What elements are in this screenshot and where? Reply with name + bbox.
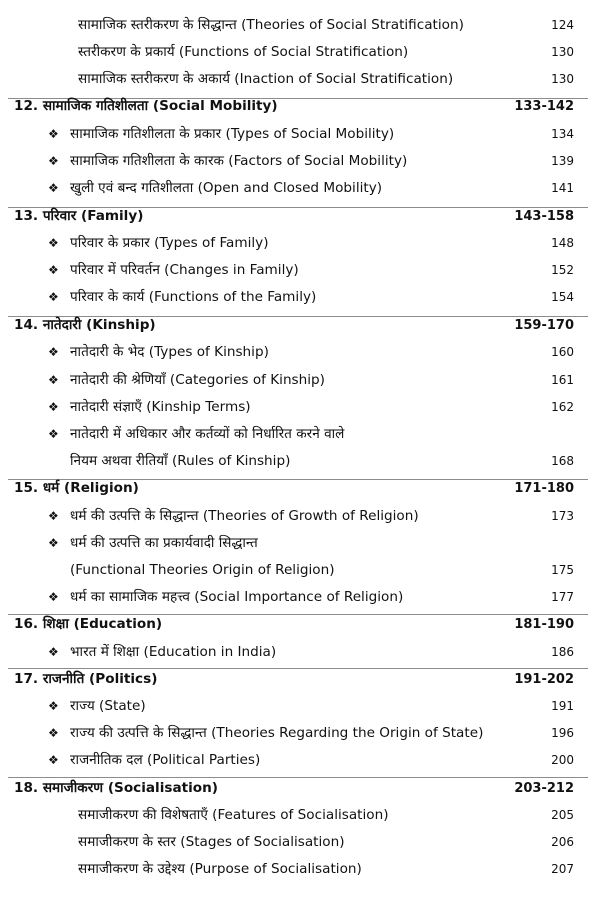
toc-entry-stratification-functions[interactable]: स्तरीकरण के प्रकार्य (Functions of Social Stratification) 130 bbox=[78, 44, 574, 60]
toc-entry-open-closed-mobility[interactable]: ❖ खुली एवं बन्द गतिशीलता (Open and Closed Mobility) 141 bbox=[0, 175, 600, 202]
toc-entry-kinship-rules-cont[interactable]: नियम अथवा रीतियाँ (Rules of Kinship) 168 bbox=[70, 453, 574, 469]
bullet-icon: ❖ bbox=[48, 127, 59, 141]
bullet-icon: ❖ bbox=[48, 699, 59, 713]
toc-entry-religion-functional[interactable]: ❖ धर्म की उत्पत्ति का प्रकार्यवादी सिद्धान्त bbox=[0, 530, 600, 557]
toc-entry-family-changes[interactable]: ❖ परिवार में परिवर्तन (Changes in Family) 152 bbox=[0, 257, 600, 284]
toc-entry-mobility-types[interactable]: ❖ सामाजिक गतिशीलता के प्रकार (Types of Social Mobility) 134 bbox=[0, 121, 600, 148]
bullet-icon: ❖ bbox=[48, 373, 59, 387]
chapter-14-heading[interactable]: 14. नातेदारी (Kinship) 159-170 bbox=[14, 317, 574, 333]
bullet-icon: ❖ bbox=[48, 536, 59, 550]
toc-entry-socialisation-stages[interactable]: समाजीकरण के स्तर (Stages of Socialisation) 206 bbox=[78, 834, 574, 850]
bullet-icon: ❖ bbox=[48, 154, 59, 168]
toc-entry-socialisation-purpose[interactable]: समाजीकरण के उद्देश्य (Purpose of Socialisation) 207 bbox=[78, 861, 574, 877]
toc-entry-state[interactable]: ❖ राज्य (State) 191 bbox=[0, 693, 600, 720]
chapter-16-heading[interactable]: 16. शिक्षा (Education) 181-190 bbox=[14, 616, 574, 632]
bullet-icon: ❖ bbox=[48, 400, 59, 414]
bullet-icon: ❖ bbox=[48, 181, 59, 195]
bullet-icon: ❖ bbox=[48, 645, 59, 659]
toc-entry-stratification-inaction[interactable]: सामाजिक स्तरीकरण के अकार्य (Inaction of Social Stratification) 130 bbox=[78, 71, 574, 87]
toc-entry-state-origin[interactable]: ❖ राज्य की उत्पत्ति के सिद्धान्त (Theories Regarding the Origin of State) 196 bbox=[0, 720, 600, 747]
toc-entry-stratification-theories[interactable]: सामाजिक स्तरीकरण के सिद्धान्त (Theories of Social Stratification) 124 bbox=[78, 17, 574, 33]
bullet-icon: ❖ bbox=[48, 236, 59, 250]
chapter-13-heading[interactable]: 13. परिवार (Family) 143-158 bbox=[14, 208, 574, 224]
toc-entry-kinship-rules[interactable]: ❖ नातेदारी में अधिकार और कर्तव्यों को निर्धारित करने वाले bbox=[0, 421, 600, 448]
chapter-18-heading[interactable]: 18. समाजीकरण (Socialisation) 203-212 bbox=[14, 780, 574, 796]
bullet-icon: ❖ bbox=[48, 345, 59, 359]
bullet-icon: ❖ bbox=[48, 590, 59, 604]
bullet-icon: ❖ bbox=[48, 726, 59, 740]
chapter-15-heading[interactable]: 15. धर्म (Religion) 171-180 bbox=[14, 480, 574, 496]
chapter-17-heading[interactable]: 17. राजनीति (Politics) 191-202 bbox=[14, 671, 574, 687]
bullet-icon: ❖ bbox=[48, 509, 59, 523]
toc-entry-socialisation-features[interactable]: समाजीकरण की विशेषताएँ (Features of Socialisation) 205 bbox=[78, 807, 574, 823]
bullet-icon: ❖ bbox=[48, 263, 59, 277]
toc-entry-kinship-categories[interactable]: ❖ नातेदारी की श्रेणियाँ (Categories of Kinship) 161 bbox=[0, 367, 600, 394]
chapter-12-heading[interactable]: 12. सामाजिक गतिशीलता (Social Mobility) 133-142 bbox=[14, 98, 574, 114]
toc-entry-family-types[interactable]: ❖ परिवार के प्रकार (Types of Family) 148 bbox=[0, 230, 600, 257]
toc-entry-kinship-types[interactable]: ❖ नातेदारी के भेद (Types of Kinship) 160 bbox=[0, 339, 600, 366]
toc-entry-religion-functional-cont[interactable]: (Functional Theories Origin of Religion) 175 bbox=[70, 562, 574, 578]
toc-entry-mobility-factors[interactable]: ❖ सामाजिक गतिशीलता के कारक (Factors of Social Mobility) 139 bbox=[0, 148, 600, 175]
toc-entry-religion-importance[interactable]: ❖ धर्म का सामाजिक महत्त्व (Social Importance of Religion) 177 bbox=[0, 584, 600, 611]
toc-entry-education-india[interactable]: ❖ भारत में शिक्षा (Education in India) 186 bbox=[0, 639, 600, 666]
toc-entry-family-functions[interactable]: ❖ परिवार के कार्य (Functions of the Family) 154 bbox=[0, 284, 600, 311]
bullet-icon: ❖ bbox=[48, 753, 59, 767]
toc-entry-religion-growth[interactable]: ❖ धर्म की उत्पत्ति के सिद्धान्त (Theories of Growth of Religion) 173 bbox=[0, 503, 600, 530]
toc-entry-kinship-terms[interactable]: ❖ नातेदारी संज्ञाएँ (Kinship Terms) 162 bbox=[0, 394, 600, 421]
bullet-icon: ❖ bbox=[48, 427, 59, 441]
bullet-icon: ❖ bbox=[48, 290, 59, 304]
toc-entry-political-parties[interactable]: ❖ राजनीतिक दल (Political Parties) 200 bbox=[0, 747, 600, 774]
